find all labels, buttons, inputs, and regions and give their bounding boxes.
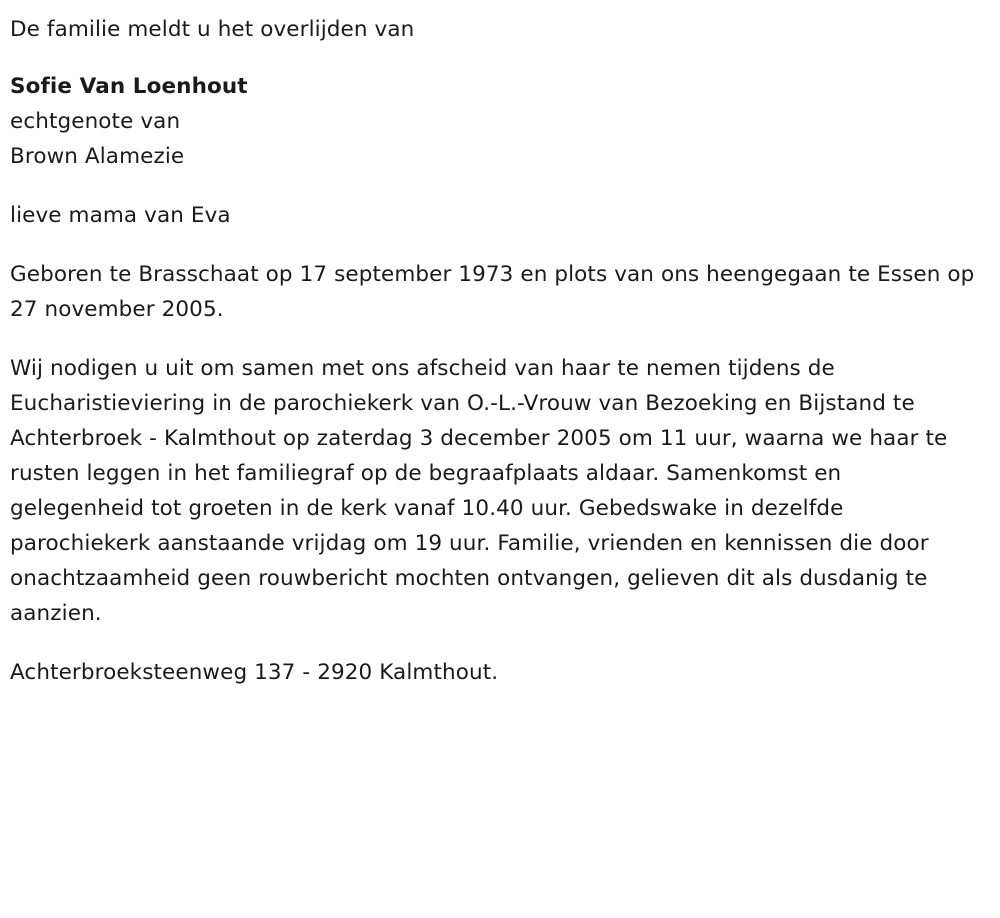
- children-line: lieve mama van Eva: [10, 203, 231, 228]
- spacer: [10, 233, 980, 257]
- spacer: [10, 174, 980, 198]
- address-line: Achterbroeksteenweg 137 - 2920 Kalmthout.: [10, 660, 499, 685]
- spacer: [10, 47, 980, 69]
- intro-line: De familie meldt u het overlijden van: [10, 17, 415, 42]
- deceased-name: Sofie Van Loenhout: [10, 74, 248, 99]
- spacer: [10, 327, 980, 351]
- birth-death-line: Geboren te Brasschaat op 17 september 1973 en plots van ons heengegaan te Essen op 27 november 2005.: [10, 262, 975, 322]
- relation-label: echtgenote van: [10, 109, 181, 134]
- service-paragraph: Wij nodigen u uit om samen met ons afscheid van haar te nemen tijdens de Eucharistieviering in de parochiekerk van O.-L.-Vrouw van Bezoeking en Bijstand te Achterbroek - Kalmthout op zaterdag 3 december 2005 om 11 uur, waarna we haar te rusten leggen in het familiegraf op de begraafplaats aldaar. Samenkomst en gelegenheid tot groeten in de kerk vanaf 10.40 uur. Gebedswake in dezelfde parochiekerk aanstaande vrijdag om 19 uur. Familie, vrienden en kennissen die door onachtzaamheid geen rouwbericht mochten ontvangen, gelieven dit als dusdanig te aanzien.: [10, 356, 948, 626]
- spacer: [10, 631, 980, 655]
- spouse-name: Brown Alamezie: [10, 144, 185, 169]
